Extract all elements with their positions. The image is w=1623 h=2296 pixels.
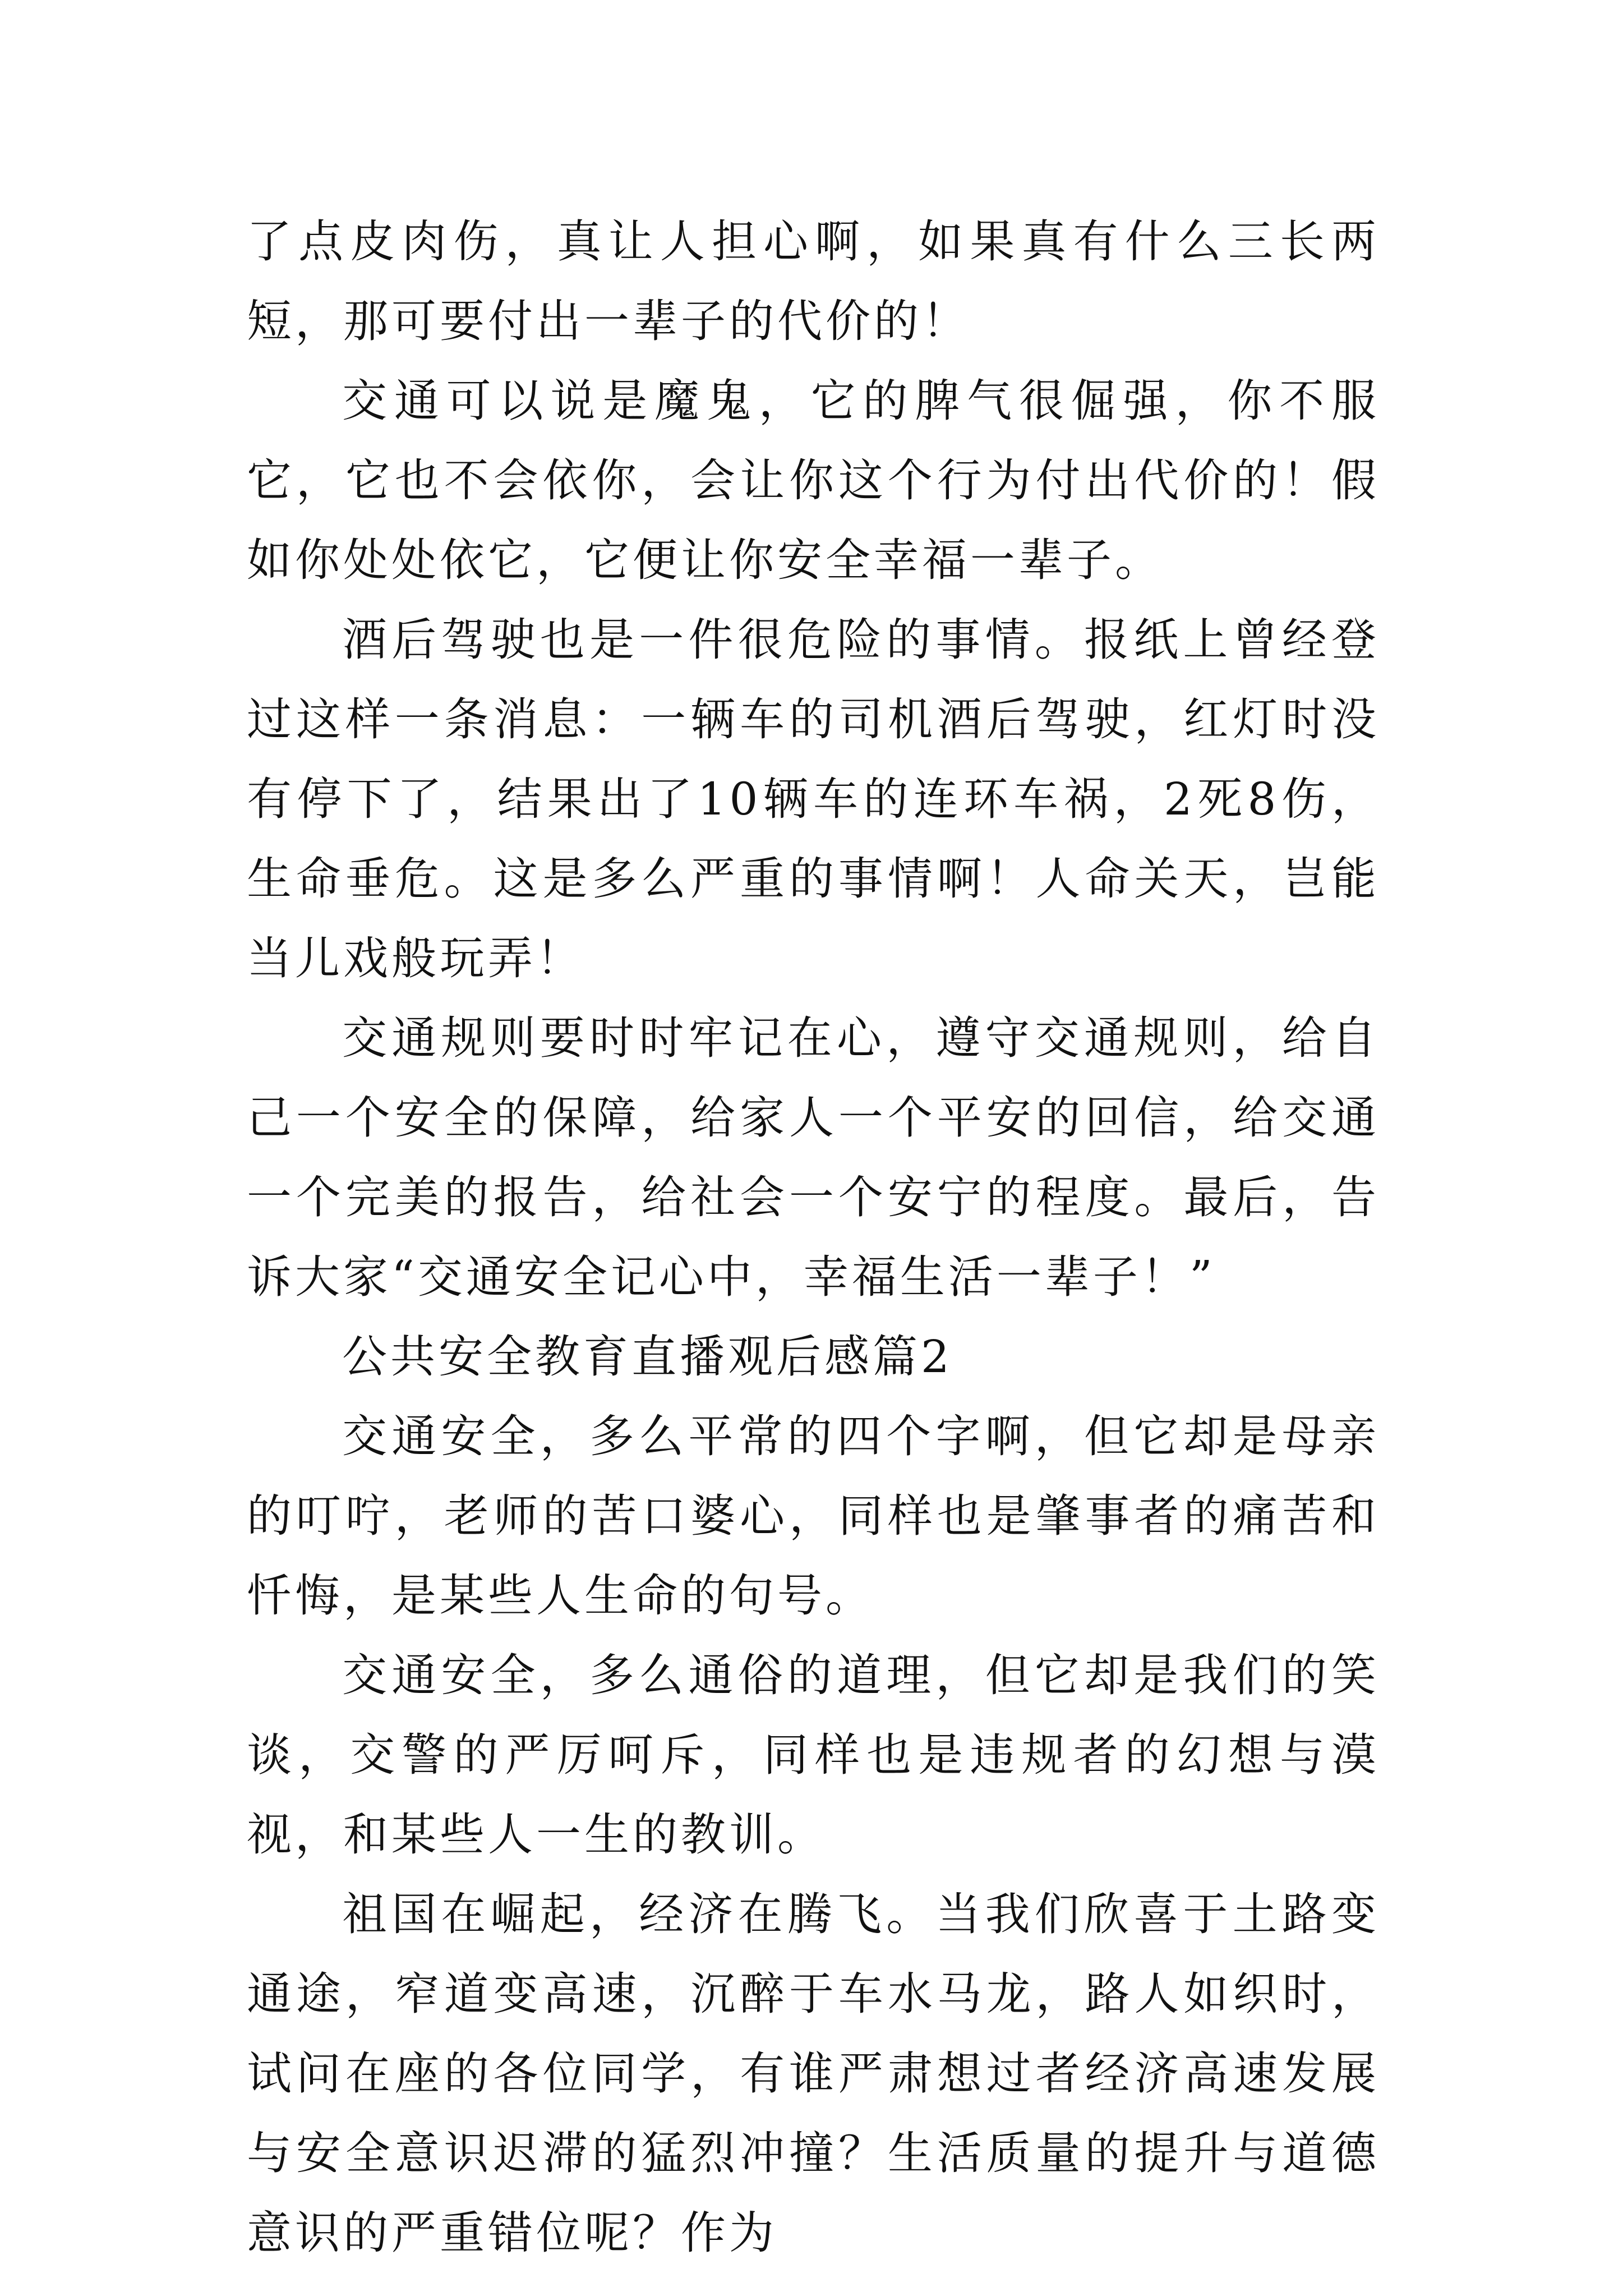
paragraph-traffic-devil: 交通可以说是魔鬼，它的脾气很倔强，你不服它，它也不会依你，会让你这个行为付出代价的！假如你处处依它，它便让你安全幸福一辈子。 <box>247 375 1380 586</box>
paragraph-traffic-safety-2: 交通安全，多么通俗的道理，但它却是我们的笑谈，交警的严厉呵斥，同样也是违规者的幻想与漠视，和某些人一生的教训。 <box>247 1649 1380 1861</box>
section-heading: 公共安全教育直播观后感篇2 <box>342 1331 953 1383</box>
document-body <box>247 202 1380 2273</box>
paragraph-traffic-safety-1: 交通安全，多么平常的四个字啊，但它却是母亲的叮咛，老师的苦口婆心，同样也是肇事者的痛苦和忏悔，是某些人生命的句号。 <box>247 1410 1380 1622</box>
paragraph-continuation: 了点皮肉伤，真让人担心啊，如果真有什么三长两短，那可要付出一辈子的代价的！ <box>247 215 1380 347</box>
paragraph-drunk-driving: 酒后驾驶也是一件很危险的事情。报纸上曾经登过这样一条消息：一辆车的司机酒后驾驶，红灯时没有停下了，结果出了10辆车的连环车祸，2死8伤，生命垂危。这是多么严重的事情啊！人命关天，岂能当儿戏般玩弄！ <box>247 614 1380 984</box>
paragraph-traffic-rules: 交通规则要时时牢记在心，遵守交通规则，给自己一个安全的保障，给家人一个平安的回信，给交通一个完美的报告，给社会一个安宁的程度。最后，告诉大家“交通安全记心中，幸福生活一辈子！” <box>247 1012 1380 1303</box>
paragraph-motherland-rising: 祖国在崛起，经济在腾飞。当我们欣喜于土路变通途，窄道变高速，沉醉于车水马龙，路人如织时，试问在座的各位同学，有谁严肃想过者经济高速发展与安全意识迟滞的猛烈冲撞？生活质量的提升与道德意识的严重错位呢？作为 <box>247 1888 1380 2259</box>
